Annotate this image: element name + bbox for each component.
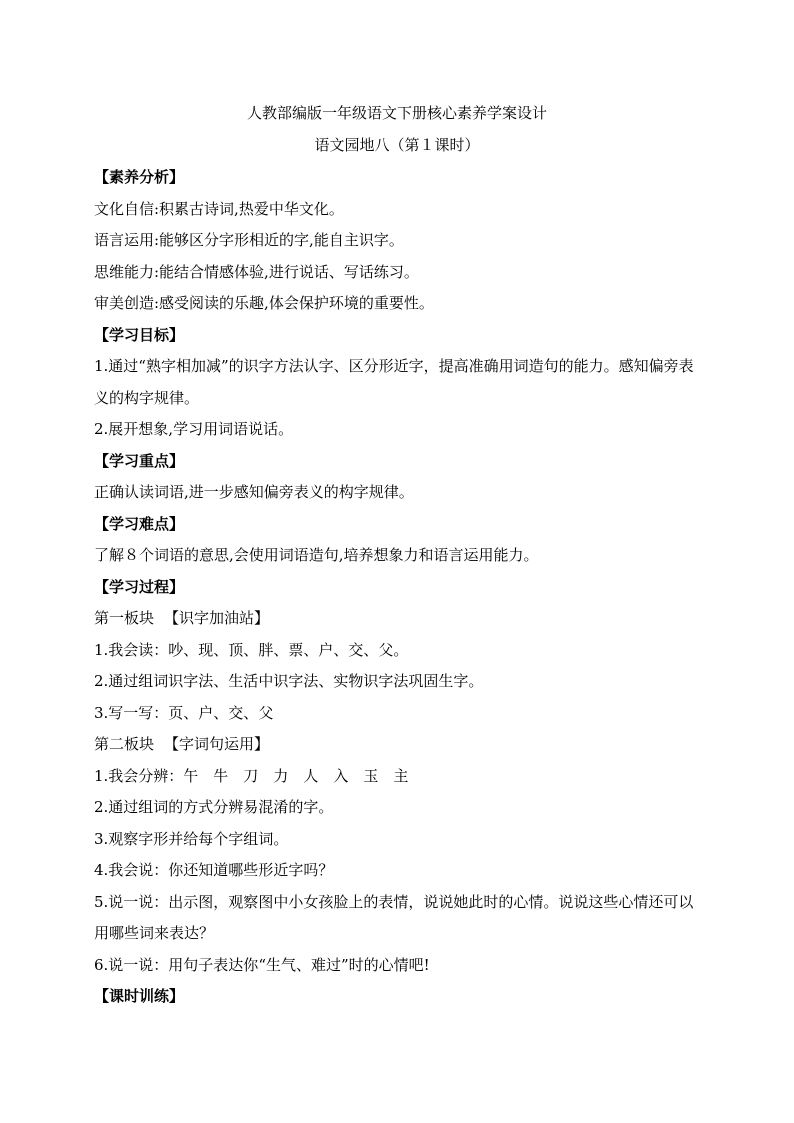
goal-item: 1.通过“熟字相加减”的识字方法认字、区分形近字，提高准确用词造句的能力。感知偏旁表义的构字规律。 xyxy=(94,357,694,407)
literacy-item: 语言运用:能够区分字形相近的字,能自主识字。 xyxy=(94,231,404,249)
block2-item: 1.我会分辨：午 牛 刀 力 人 入 玉 主 xyxy=(94,766,409,785)
block-label: 第二板块 xyxy=(94,735,155,753)
block2-item: 6.说一说：用句子表达你“生气、难过”时的心情吧! xyxy=(94,955,430,974)
block-label: 第一板块 xyxy=(94,609,155,627)
block2-item: 4.我会说：你还知道哪些形近字吗？ xyxy=(94,861,334,879)
block2-item: 5.说一说：出示图，观察图中小女孩脸上的表情，说说她此时的心情。说说这些心情还可以用哪些词来表达？ xyxy=(94,892,694,942)
block1-item: 3.写一写：页、户、交、父 xyxy=(94,703,274,722)
section-heading-difficulties: 【学习难点】 xyxy=(94,514,185,533)
block-name: 【识字加油站】 xyxy=(164,609,270,627)
literacy-item: 审美创造:感受阅读的乐趣,体会保护环境的重要性。 xyxy=(94,294,434,312)
block-name: 【字词句运用】 xyxy=(164,735,270,753)
goal-item: 2.展开想象,学习用词语说话。 xyxy=(94,420,294,438)
document-title: 人教部编版一年级语文下册核心素养学案设计 xyxy=(246,104,547,122)
document-body xyxy=(94,162,704,1013)
section-heading-practice: 【课时训练】 xyxy=(94,987,185,1005)
block-title-1 xyxy=(94,603,704,635)
block1-item: 1.我会读：吵、现、顶、胖、票、户、交、父。 xyxy=(94,640,409,659)
document-subtitle: 语文园地八（第１课时） xyxy=(314,136,480,154)
section-heading-goals: 【学习目标】 xyxy=(94,325,185,344)
section-heading-literacy: 【素养分析】 xyxy=(94,168,185,186)
section-heading-process: 【学习过程】 xyxy=(94,577,185,596)
difficulty-item: 了解８个词语的意思,会使用词语造句,培养想象力和语言运用能力。 xyxy=(94,546,539,564)
section-heading-key-points: 【学习重点】 xyxy=(94,451,185,470)
literacy-item: 文化自信:积累古诗词,热爱中华文化。 xyxy=(94,199,344,218)
key-point-item: 正确认读词语,进一步感知偏旁表义的构字规律。 xyxy=(94,483,414,501)
block2-item: 2.通过组词的方式分辨易混淆的字。 xyxy=(94,798,334,816)
block2-item: 3.观察字形并给每个字组词。 xyxy=(94,829,289,848)
literacy-item: 思维能力:能结合情感体验,进行说话、写话练习。 xyxy=(94,262,419,281)
block-title-2 xyxy=(94,729,704,761)
block1-item: 2.通过组词识字法、生活中识字法、实物识字法巩固生字。 xyxy=(94,672,484,690)
